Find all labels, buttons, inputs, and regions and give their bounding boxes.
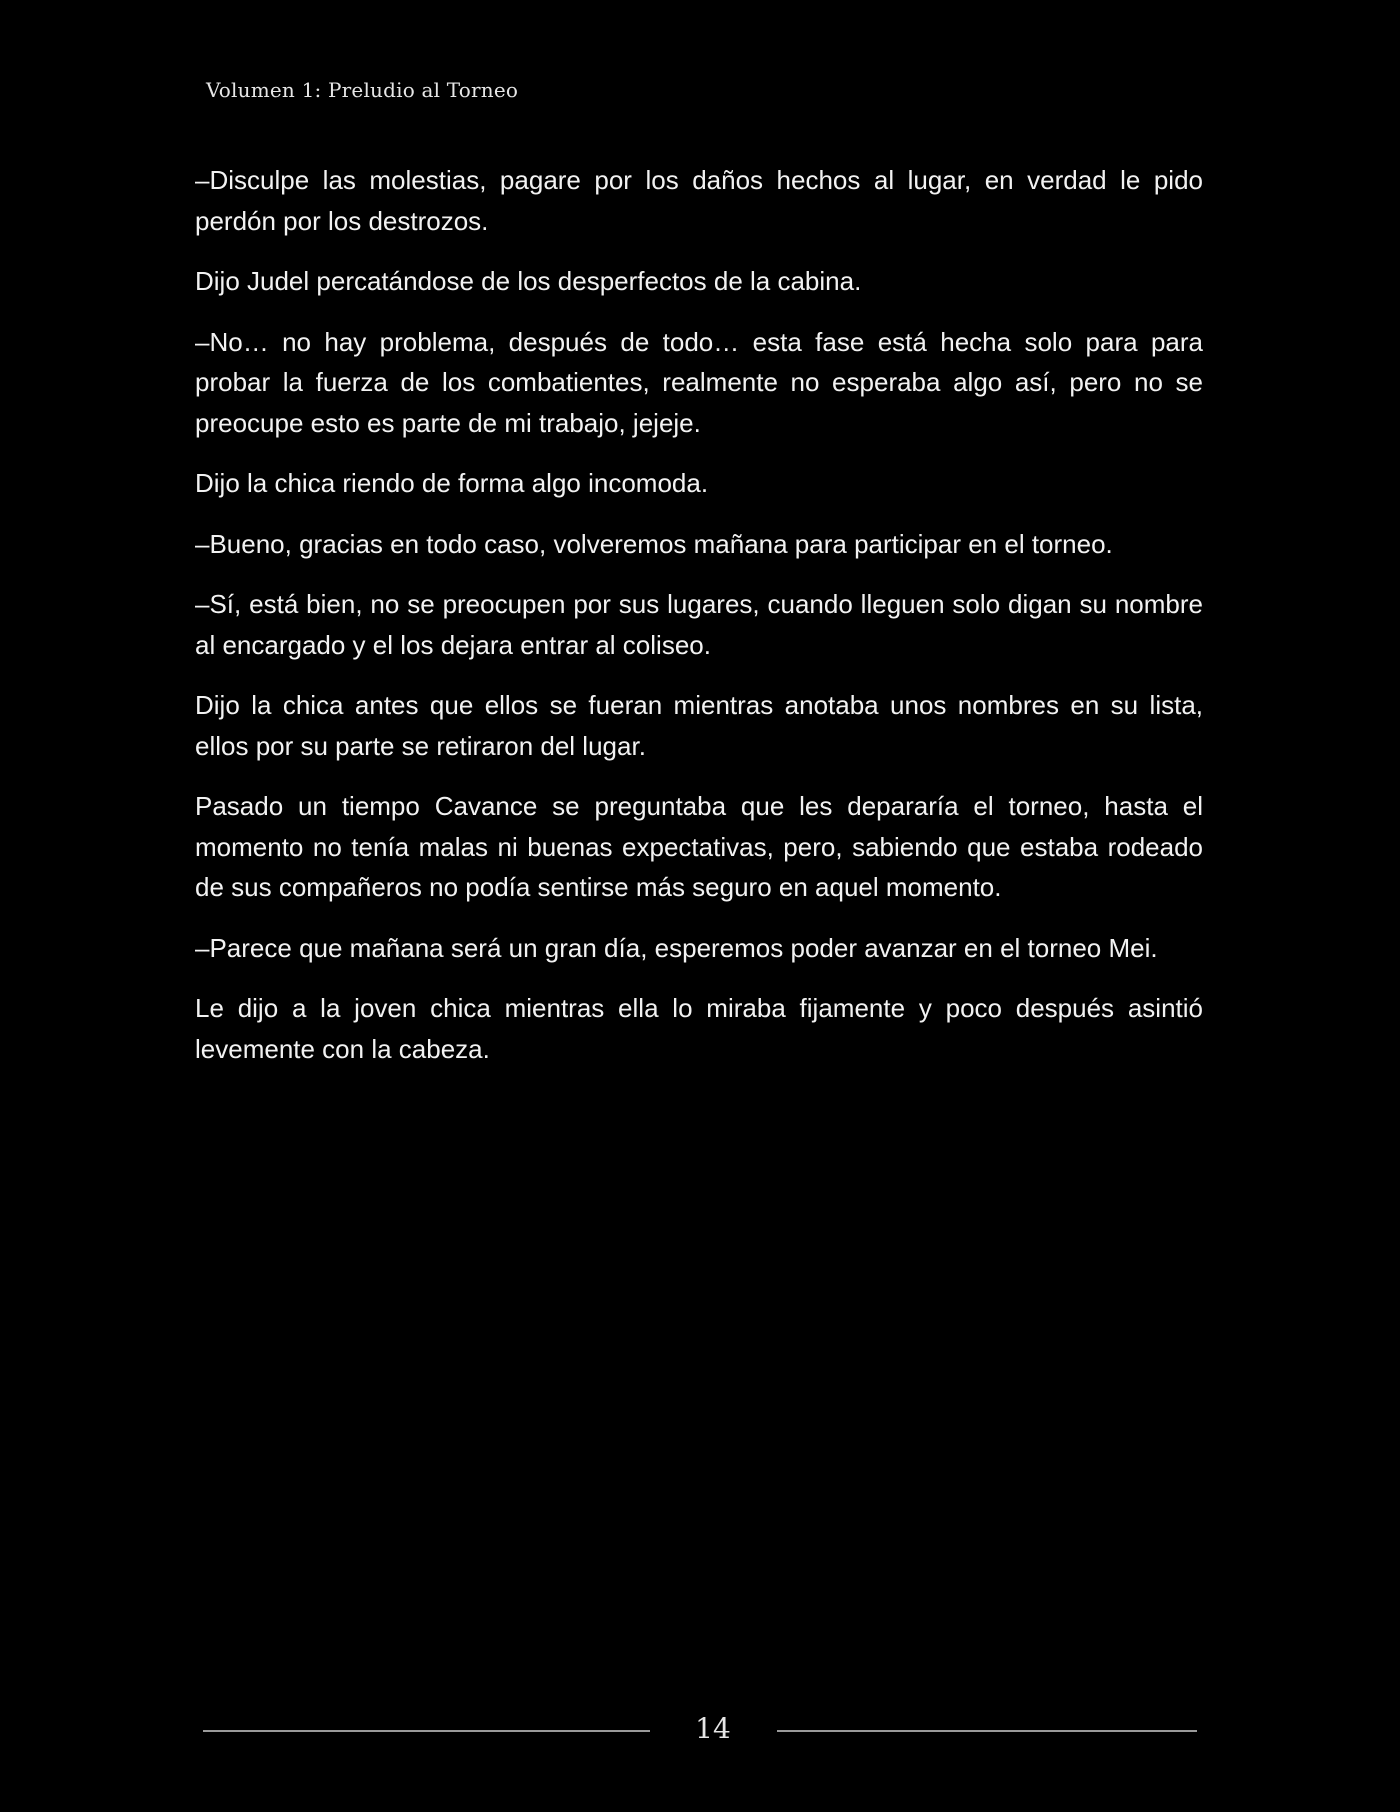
running-header-title: Volumen 1: Preludio al Torneo <box>206 78 519 102</box>
paragraph: –Disculpe las molestias, pagare por los daños hechos al lugar, en verdad le pido perdón por los destrozos. <box>195 165 1203 236</box>
footer-divider-left <box>203 1730 650 1732</box>
paragraph: Dijo Judel percatándose de los desperfectos de la cabina. <box>195 266 862 296</box>
paragraph: Dijo la chica riendo de forma algo incomoda. <box>195 468 709 498</box>
paragraph: Dijo la chica antes que ellos se fueran mientras anotaba unos nombres en su lista, ellos por su parte se retiraron del lugar. <box>195 690 1203 761</box>
paragraph: Le dijo a la joven chica mientras ella lo miraba fijamente y poco después asintió levemente con la cabeza. <box>195 993 1203 1064</box>
paragraph: –Sí, está bien, no se preocupen por sus lugares, cuando lleguen solo digan su nombre al encargado y el los dejara entrar al coliseo. <box>195 589 1203 660</box>
page-body <box>195 160 1203 1089</box>
footer-divider-right <box>777 1730 1197 1732</box>
paragraph: Pasado un tiempo Cavance se preguntaba que les depararía el torneo, hasta el momento no tenía malas ni buenas expectativas, pero, sabiendo que estaba rodeado de sus compañeros no podía sentirse más seguro en aquel momento. <box>195 791 1203 902</box>
paragraph: –No… no hay problema, después de todo… esta fase está hecha solo para para probar la fuerza de los combatientes, realmente no esperaba algo así, pero no se preocupe esto es parte de mi trabajo, jejeje. <box>195 326 1203 438</box>
paragraph: –Bueno, gracias en todo caso, volveremos mañana para participar en el torneo. <box>195 528 1113 559</box>
page-number: 14 <box>695 1712 731 1745</box>
paragraph: –Parece que mañana será un gran día, esperemos poder avanzar en el torneo Mei. <box>195 932 1158 963</box>
